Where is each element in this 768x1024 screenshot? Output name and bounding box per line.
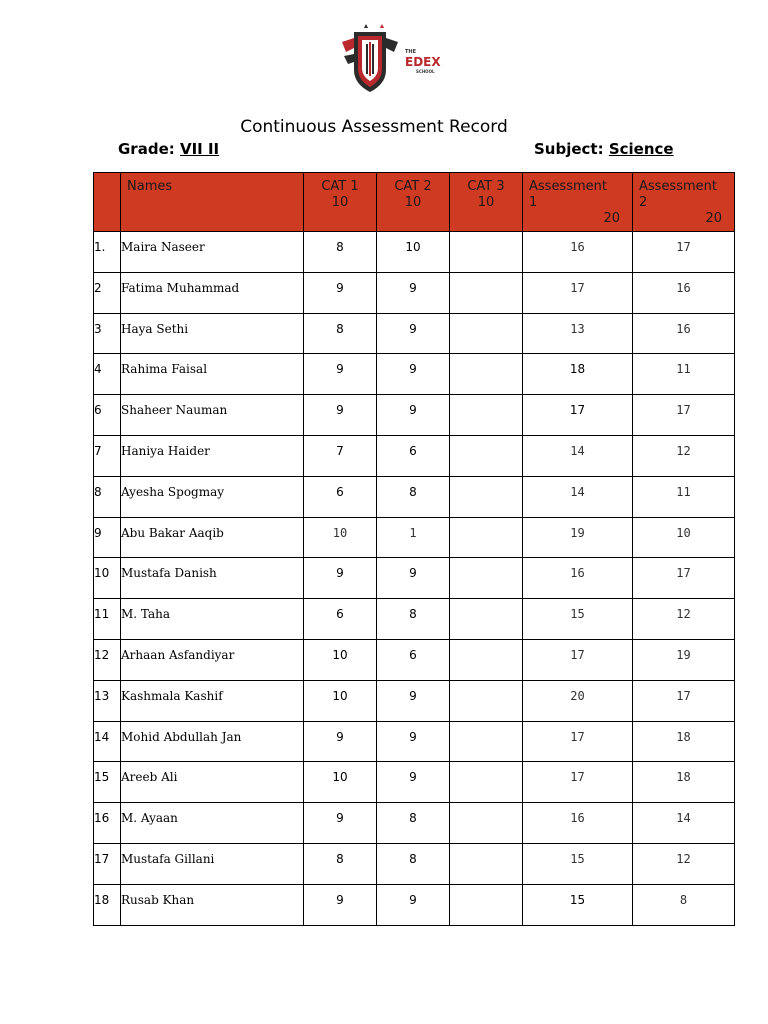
row-cat2: 9 xyxy=(377,558,450,599)
row-cat1: 9 xyxy=(304,395,377,436)
row-assessment-1: 13 xyxy=(523,313,633,354)
header-assessment-1 xyxy=(523,173,633,232)
table-row xyxy=(94,680,735,721)
row-cat3 xyxy=(450,517,523,558)
row-cat3 xyxy=(450,313,523,354)
row-assessment-1: 17 xyxy=(523,721,633,762)
row-serial: 9 xyxy=(94,517,121,558)
table-row xyxy=(94,762,735,803)
row-assessment-2: 18 xyxy=(633,762,735,803)
header-serial xyxy=(94,173,121,232)
subject-field xyxy=(534,140,674,158)
row-cat2: 6 xyxy=(377,435,450,476)
row-name: Ayesha Spogmay xyxy=(121,476,304,517)
row-cat3 xyxy=(450,558,523,599)
row-assessment-2: 10 xyxy=(633,517,735,558)
table-row xyxy=(94,558,735,599)
assessment-table xyxy=(93,172,735,926)
row-assessment-1: 16 xyxy=(523,558,633,599)
row-assessment-2: 14 xyxy=(633,803,735,844)
row-cat2: 6 xyxy=(377,639,450,680)
row-assessment-1: 15 xyxy=(523,599,633,640)
row-assessment-2: 17 xyxy=(633,232,735,273)
row-assessment-1: 18 xyxy=(523,354,633,395)
row-serial: 14 xyxy=(94,721,121,762)
row-serial: 18 xyxy=(94,884,121,925)
row-cat3 xyxy=(450,843,523,884)
row-cat1: 9 xyxy=(304,354,377,395)
row-assessment-2: 12 xyxy=(633,599,735,640)
row-name: Mustafa Danish xyxy=(121,558,304,599)
row-assessment-2: 12 xyxy=(633,843,735,884)
table-row xyxy=(94,272,735,313)
row-serial: 4 xyxy=(94,354,121,395)
row-cat1: 10 xyxy=(304,639,377,680)
table-row xyxy=(94,232,735,273)
row-cat2: 10 xyxy=(377,232,450,273)
row-cat1: 6 xyxy=(304,599,377,640)
row-cat3 xyxy=(450,803,523,844)
header-cat1 xyxy=(304,173,377,232)
row-assessment-1: 17 xyxy=(523,395,633,436)
grade-value: VII II xyxy=(179,140,220,158)
row-name: Arhaan Asfandiyar xyxy=(121,639,304,680)
row-name: Rahima Faisal xyxy=(121,354,304,395)
row-cat3 xyxy=(450,435,523,476)
logo-the-text: THE xyxy=(405,49,417,55)
table-row xyxy=(94,599,735,640)
row-cat1: 8 xyxy=(304,843,377,884)
row-cat3 xyxy=(450,232,523,273)
row-assessment-1: 17 xyxy=(523,272,633,313)
row-serial: 8 xyxy=(94,476,121,517)
row-cat1: 10 xyxy=(304,680,377,721)
header-cat3-title: CAT 3 xyxy=(467,179,505,194)
row-cat1: 10 xyxy=(304,517,377,558)
row-assessment-2: 11 xyxy=(633,476,735,517)
row-name: M. Ayaan xyxy=(121,803,304,844)
row-name: Haya Sethi xyxy=(121,313,304,354)
table-row xyxy=(94,354,735,395)
header-cat2-max: 10 xyxy=(404,195,422,210)
row-assessment-1: 19 xyxy=(523,517,633,558)
row-cat1: 8 xyxy=(304,232,377,273)
row-cat2: 9 xyxy=(377,354,450,395)
table-row xyxy=(94,884,735,925)
logo-brand-text: EDEX xyxy=(405,55,441,69)
row-cat2: 9 xyxy=(377,884,450,925)
row-assessment-1: 14 xyxy=(523,435,633,476)
row-assessment-1: 17 xyxy=(523,639,633,680)
row-serial: 6 xyxy=(94,395,121,436)
row-cat3 xyxy=(450,884,523,925)
table-row xyxy=(94,803,735,844)
row-cat2: 9 xyxy=(377,272,450,313)
header-a1-max: 20 xyxy=(603,211,620,226)
header-cat3 xyxy=(450,173,523,232)
row-assessment-1: 16 xyxy=(523,803,633,844)
row-name: Maira Naseer xyxy=(121,232,304,273)
header-cat2 xyxy=(377,173,450,232)
header-cat2-title: CAT 2 xyxy=(394,179,432,194)
row-assessment-2: 17 xyxy=(633,680,735,721)
table-row xyxy=(94,395,735,436)
row-assessment-2: 12 xyxy=(633,435,735,476)
row-cat1: 9 xyxy=(304,884,377,925)
row-assessment-1: 15 xyxy=(523,884,633,925)
header-a1-title: Assessment xyxy=(529,179,607,194)
row-serial: 7 xyxy=(94,435,121,476)
header-assessment-2 xyxy=(633,173,735,232)
row-cat2: 1 xyxy=(377,517,450,558)
row-serial: 13 xyxy=(94,680,121,721)
row-name: Shaheer Nauman xyxy=(121,395,304,436)
row-name: Haniya Haider xyxy=(121,435,304,476)
row-assessment-2: 18 xyxy=(633,721,735,762)
header-a1-number: 1 xyxy=(529,195,538,210)
row-assessment-2: 8 xyxy=(633,884,735,925)
row-name: Areeb Ali xyxy=(121,762,304,803)
row-cat3 xyxy=(450,599,523,640)
row-serial: 17 xyxy=(94,843,121,884)
row-cat1: 9 xyxy=(304,272,377,313)
row-cat1: 6 xyxy=(304,476,377,517)
header-cat1-max: 10 xyxy=(331,195,349,210)
row-cat2: 9 xyxy=(377,680,450,721)
row-assessment-2: 16 xyxy=(633,313,735,354)
header-names: Names xyxy=(121,173,304,232)
table-row xyxy=(94,313,735,354)
row-cat3 xyxy=(450,354,523,395)
row-assessment-2: 17 xyxy=(633,558,735,599)
row-serial: 11 xyxy=(94,599,121,640)
row-serial: 2 xyxy=(94,272,121,313)
row-serial: 15 xyxy=(94,762,121,803)
row-name: Kashmala Kashif xyxy=(121,680,304,721)
row-cat2: 9 xyxy=(377,395,450,436)
grade-label: Grade: xyxy=(118,140,175,158)
table-row xyxy=(94,517,735,558)
table-row xyxy=(94,843,735,884)
row-assessment-1: 20 xyxy=(523,680,633,721)
header-a2-title: Assessment xyxy=(639,179,717,194)
row-cat2: 8 xyxy=(377,843,450,884)
row-cat2: 8 xyxy=(377,803,450,844)
row-serial: 1. xyxy=(94,232,121,273)
row-cat2: 8 xyxy=(377,599,450,640)
row-cat1: 9 xyxy=(304,803,377,844)
row-assessment-1: 14 xyxy=(523,476,633,517)
row-cat2: 9 xyxy=(377,762,450,803)
row-serial: 16 xyxy=(94,803,121,844)
row-cat3 xyxy=(450,639,523,680)
row-assessment-2: 19 xyxy=(633,639,735,680)
row-cat1: 9 xyxy=(304,721,377,762)
row-cat1: 8 xyxy=(304,313,377,354)
row-assessment-2: 17 xyxy=(633,395,735,436)
table-header-row xyxy=(94,173,735,232)
row-cat1: 10 xyxy=(304,762,377,803)
row-serial: 12 xyxy=(94,639,121,680)
row-cat3 xyxy=(450,680,523,721)
row-assessment-1: 16 xyxy=(523,232,633,273)
row-cat2: 9 xyxy=(377,721,450,762)
row-name: Fatima Muhammad xyxy=(121,272,304,313)
table-row xyxy=(94,639,735,680)
header-a2-number: 2 xyxy=(639,195,648,210)
row-cat1: 7 xyxy=(304,435,377,476)
row-name: Rusab Khan xyxy=(121,884,304,925)
table-row xyxy=(94,435,735,476)
row-name: Abu Bakar Aaqib xyxy=(121,517,304,558)
row-cat3 xyxy=(450,721,523,762)
row-cat3 xyxy=(450,272,523,313)
header-cat1-title: CAT 1 xyxy=(321,179,359,194)
row-name: M. Taha xyxy=(121,599,304,640)
grade-field xyxy=(118,140,219,158)
subject-value: Science xyxy=(608,140,674,158)
header-a2-max: 20 xyxy=(705,211,722,226)
logo-school-text: SCHOOL xyxy=(416,69,435,74)
row-cat3 xyxy=(450,395,523,436)
table-row xyxy=(94,476,735,517)
row-serial: 3 xyxy=(94,313,121,354)
row-name: Mustafa Gillani xyxy=(121,843,304,884)
row-cat2: 8 xyxy=(377,476,450,517)
row-cat3 xyxy=(450,762,523,803)
table-row xyxy=(94,721,735,762)
row-assessment-2: 11 xyxy=(633,354,735,395)
header-cat3-max: 10 xyxy=(477,195,495,210)
row-assessment-1: 17 xyxy=(523,762,633,803)
row-assessment-2: 16 xyxy=(633,272,735,313)
row-cat1: 9 xyxy=(304,558,377,599)
row-name: Mohid Abdullah Jan xyxy=(121,721,304,762)
row-cat3 xyxy=(450,476,523,517)
subject-label: Subject: xyxy=(534,140,604,158)
row-cat2: 9 xyxy=(377,313,450,354)
page-title: Continuous Assessment Record xyxy=(240,117,508,137)
row-assessment-1: 15 xyxy=(523,843,633,884)
row-serial: 10 xyxy=(94,558,121,599)
